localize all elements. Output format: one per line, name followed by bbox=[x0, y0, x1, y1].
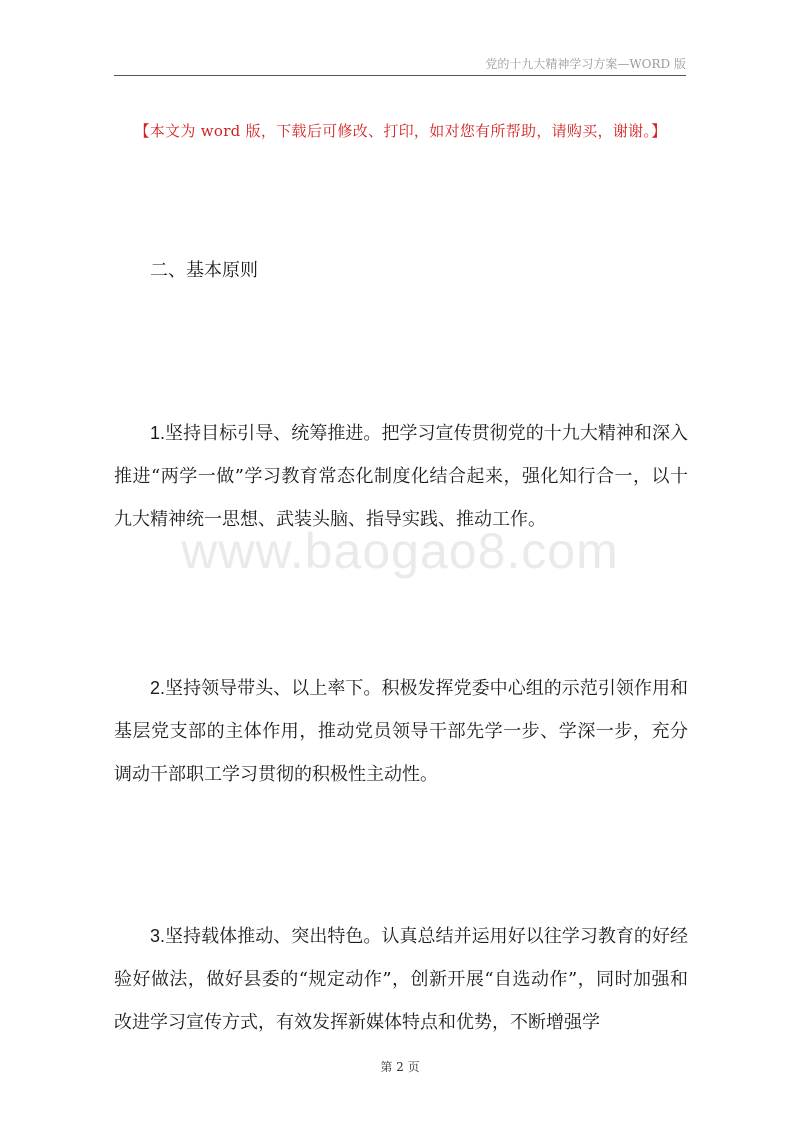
paragraph-number: 2. bbox=[150, 678, 166, 698]
principle-paragraph-2 bbox=[114, 667, 688, 796]
header-divider bbox=[114, 75, 686, 76]
running-header: 党的十九大精神学习方案—WORD 版 bbox=[485, 57, 686, 71]
page-number: 第 2 页 bbox=[380, 1060, 420, 1074]
watermark: www.baogao8.com bbox=[181, 523, 619, 579]
paragraph-number: 3. bbox=[150, 926, 166, 946]
purchase-notice: 【本文为 word 版，下载后可修改、打印，如对您有所帮助，请购买，谢谢。】 bbox=[134, 122, 667, 140]
section-heading: 二、基本原则 bbox=[150, 260, 258, 281]
paragraph-text: 坚持载体推动、突出特色。认真总结并运用好以往学习教育的好经验好做法，做好县委的“规定动作”，创新开展“自选动作”，同时加强和改进学习宣传方式，有效发挥新媒体特点和优势，不断增强学 bbox=[114, 926, 688, 1033]
paragraph-number: 1. bbox=[150, 423, 166, 443]
principle-paragraph-3 bbox=[114, 915, 688, 1044]
paragraph-text: 坚持目标引导、统筹推进。把学习宣传贯彻党的十九大精神和深入推进“两学一做”学习教育常态化制度化结合起来，强化知行合一，以十九大精神统一思想、武装头脑、指导实践、推动工作。 bbox=[114, 423, 688, 530]
paragraph-text: 坚持领导带头、以上率下。积极发挥党委中心组的示范引领作用和基层党支部的主体作用，推动党员领导干部先学一步、学深一步，充分调动干部职工学习贯彻的积极性主动性。 bbox=[114, 678, 688, 785]
